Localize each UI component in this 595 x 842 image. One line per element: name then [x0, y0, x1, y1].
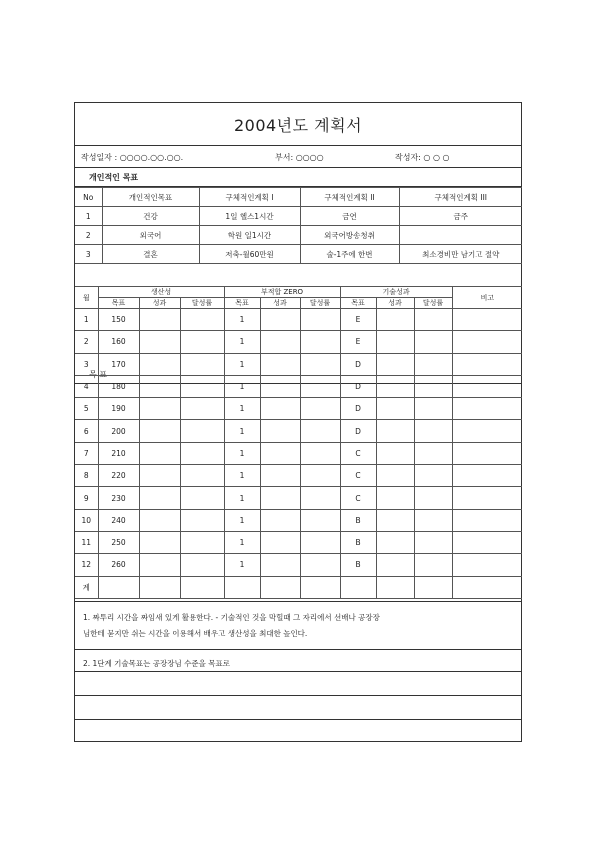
table-cell: 2	[75, 331, 98, 353]
table-cell: C	[340, 487, 376, 509]
table-cell: 11	[75, 531, 98, 553]
table-cell	[260, 531, 300, 553]
table-cell: 150	[98, 309, 139, 331]
table-cell	[260, 442, 300, 464]
personal-goal-cell: 학원 일1시간	[199, 226, 300, 245]
table-cell: B	[340, 509, 376, 531]
personal-goals-heading: 개인적인 목표	[75, 168, 521, 187]
table-cell: 250	[98, 531, 139, 553]
table-cell	[139, 576, 180, 598]
personal-goal-cell: 외국어	[102, 226, 199, 245]
table-cell: 200	[98, 420, 139, 442]
table-cell: 1	[224, 509, 260, 531]
table-cell: C	[340, 442, 376, 464]
table-row	[75, 531, 522, 553]
table-cell	[452, 331, 522, 353]
note-1	[75, 601, 521, 649]
table-cell: 1	[224, 420, 260, 442]
table-cell: 1	[224, 353, 260, 375]
table-cell	[414, 576, 452, 598]
table-header-row	[75, 287, 522, 298]
table-cell	[452, 375, 522, 397]
table-cell: 1	[224, 465, 260, 487]
personal-goal-row	[75, 207, 522, 226]
personal-header-cell: 구체적인계획 III	[399, 188, 522, 207]
table-cell	[300, 576, 340, 598]
table-cell	[139, 309, 180, 331]
table-cell: 1	[224, 531, 260, 553]
table-cell: 6	[75, 420, 98, 442]
table-row	[75, 309, 522, 331]
table-row	[75, 398, 522, 420]
table-cell: 1	[224, 442, 260, 464]
personal-goal-cell	[399, 226, 522, 245]
table-cell	[180, 309, 224, 331]
personal-goal-cell: 1일 헬스1시간	[199, 207, 300, 226]
table-cell: 1	[224, 375, 260, 397]
personal-goal-cell: 2	[75, 226, 102, 245]
table-row	[75, 442, 522, 464]
table-row	[75, 465, 522, 487]
sub-rate: 달성률	[414, 298, 452, 309]
table-cell	[376, 554, 414, 576]
table-cell	[139, 375, 180, 397]
table-cell: 1	[75, 309, 98, 331]
table-row	[75, 353, 522, 375]
table-cell	[452, 487, 522, 509]
table-cell	[260, 331, 300, 353]
table-cell	[376, 442, 414, 464]
table-cell	[452, 576, 522, 598]
table-cell	[376, 309, 414, 331]
sub-result: 성과	[376, 298, 414, 309]
table-cell: 210	[98, 442, 139, 464]
table-cell	[260, 465, 300, 487]
table-cell	[260, 309, 300, 331]
table-cell	[414, 353, 452, 375]
table-cell	[300, 442, 340, 464]
table-cell: E	[340, 309, 376, 331]
table-cell: 1	[224, 309, 260, 331]
personal-header-cell: 구체적인계획 I	[199, 188, 300, 207]
table-cell	[224, 576, 260, 598]
table-cell: 5	[75, 398, 98, 420]
table-cell	[414, 531, 452, 553]
table-cell	[180, 375, 224, 397]
table-cell: B	[340, 554, 376, 576]
table-cell	[414, 420, 452, 442]
author-date: 작성일자 : ○○○○.○○.○○.	[81, 153, 184, 162]
personal-goal-cell: 금주	[399, 207, 522, 226]
personal-goal-cell: 최소경비만 남기고 절약	[399, 245, 522, 264]
writer: 작성자: ○ ○ ○	[395, 153, 450, 162]
table-cell	[180, 420, 224, 442]
table-cell: 8	[75, 465, 98, 487]
blank-line	[75, 671, 521, 695]
table-cell	[180, 465, 224, 487]
table-cell: D	[340, 420, 376, 442]
personal-goals-table	[75, 187, 522, 264]
table-cell	[180, 576, 224, 598]
table-cell	[414, 509, 452, 531]
table-cell: 170	[98, 353, 139, 375]
page-title: 2004년도 계획서	[75, 103, 521, 146]
sub-goal: 목표	[98, 298, 139, 309]
table-cell: 230	[98, 487, 139, 509]
table-row	[75, 554, 522, 576]
personal-goal-row	[75, 245, 522, 264]
table-cell	[180, 442, 224, 464]
monthly-targets-table	[75, 286, 522, 599]
table-cell: 3	[75, 353, 98, 375]
table-cell	[376, 465, 414, 487]
table-cell	[139, 353, 180, 375]
table-cell	[300, 331, 340, 353]
table-cell	[180, 531, 224, 553]
blank-line	[75, 695, 521, 719]
table-cell	[376, 375, 414, 397]
targets-heading: 목 표	[75, 365, 521, 384]
table-cell: 4	[75, 375, 98, 397]
table-cell: 1	[224, 398, 260, 420]
table-cell: 10	[75, 509, 98, 531]
personal-goal-cell: 결혼	[102, 245, 199, 264]
table-cell	[376, 576, 414, 598]
table-cell: 160	[98, 331, 139, 353]
table-cell	[139, 398, 180, 420]
table-cell: C	[340, 465, 376, 487]
meta-row	[75, 146, 521, 168]
table-cell	[300, 375, 340, 397]
table-cell	[376, 509, 414, 531]
sub-rate: 달성률	[180, 298, 224, 309]
total-row	[75, 576, 522, 598]
table-cell	[376, 331, 414, 353]
production-header: 생산성	[98, 287, 224, 298]
table-cell	[300, 487, 340, 509]
table-cell: 1	[224, 331, 260, 353]
note-1-line-2: 님한테 묻지만 쉬는 시간을 이용해서 배우고 생산성을 최대한 높인다.	[83, 629, 308, 638]
table-cell	[414, 331, 452, 353]
table-cell	[180, 353, 224, 375]
total-label: 계	[75, 576, 98, 598]
table-cell: E	[340, 331, 376, 353]
table-cell	[300, 420, 340, 442]
table-cell	[452, 398, 522, 420]
table-cell	[414, 442, 452, 464]
table-cell	[139, 487, 180, 509]
table-cell: D	[340, 353, 376, 375]
sub-rate: 달성률	[300, 298, 340, 309]
table-row	[75, 375, 522, 397]
table-cell	[300, 398, 340, 420]
personal-goal-cell: 1	[75, 207, 102, 226]
skill-result-header: 기술성과	[340, 287, 452, 298]
table-row	[75, 509, 522, 531]
table-cell	[139, 509, 180, 531]
table-cell	[139, 465, 180, 487]
table-cell	[260, 554, 300, 576]
table-cell	[452, 442, 522, 464]
table-cell	[139, 420, 180, 442]
table-cell: 1	[224, 554, 260, 576]
table-cell	[260, 353, 300, 375]
note-2	[75, 649, 521, 671]
month-header: 월	[75, 287, 98, 309]
table-cell	[376, 353, 414, 375]
personal-header-cell: 구체적인계획 II	[300, 188, 399, 207]
table-cell: D	[340, 398, 376, 420]
sub-goal: 목표	[340, 298, 376, 309]
table-cell	[452, 509, 522, 531]
table-cell: 190	[98, 398, 139, 420]
table-cell	[180, 331, 224, 353]
table-cell: B	[340, 531, 376, 553]
personal-goal-cell: 3	[75, 245, 102, 264]
table-cell	[98, 576, 139, 598]
table-cell	[180, 487, 224, 509]
table-cell	[414, 554, 452, 576]
table-cell: 240	[98, 509, 139, 531]
table-cell	[139, 531, 180, 553]
table-cell	[452, 353, 522, 375]
personal-header-row	[75, 188, 522, 207]
table-cell	[300, 309, 340, 331]
defect-zero-header: 부적합 ZERO	[224, 287, 340, 298]
table-cell	[376, 487, 414, 509]
table-row	[75, 420, 522, 442]
table-cell	[414, 487, 452, 509]
table-cell	[260, 420, 300, 442]
department: 부서: ○○○○	[275, 153, 324, 162]
table-cell	[260, 487, 300, 509]
table-cell	[414, 309, 452, 331]
personal-goal-cell: 금연	[300, 207, 399, 226]
sub-result: 성과	[260, 298, 300, 309]
table-cell: 260	[98, 554, 139, 576]
table-cell	[300, 509, 340, 531]
table-cell	[376, 531, 414, 553]
table-cell	[139, 554, 180, 576]
table-row	[75, 331, 522, 353]
table-cell: 9	[75, 487, 98, 509]
table-cell	[180, 509, 224, 531]
personal-header-cell: 개인적인목표	[102, 188, 199, 207]
table-cell	[414, 398, 452, 420]
table-cell	[180, 554, 224, 576]
table-cell	[452, 531, 522, 553]
table-row	[75, 487, 522, 509]
table-cell	[139, 331, 180, 353]
table-cell	[139, 442, 180, 464]
table-cell	[300, 353, 340, 375]
table-cell	[260, 576, 300, 598]
note-1-line-1: 1. 짜투리 시간을 짜임새 있게 활용한다. - 기술적인 것을 막힐때 그 자리에서 선배나 공장장	[83, 613, 380, 622]
table-cell: 220	[98, 465, 139, 487]
table-cell: 1	[224, 487, 260, 509]
table-cell	[300, 554, 340, 576]
table-cell: 12	[75, 554, 98, 576]
personal-goal-cell: 술-1주에 한번	[300, 245, 399, 264]
personal-goal-row	[75, 226, 522, 245]
note-header: 비고	[452, 287, 522, 309]
table-cell: D	[340, 375, 376, 397]
note-2-text: 2. 1단계 기술목표는 공장장님 수준을 목표로	[83, 659, 231, 668]
table-cell	[452, 465, 522, 487]
sub-goal: 목표	[224, 298, 260, 309]
blank-line	[75, 719, 521, 743]
table-cell	[300, 531, 340, 553]
plan-document	[74, 102, 522, 742]
table-cell	[260, 398, 300, 420]
personal-header-cell: No	[75, 188, 102, 207]
table-cell	[376, 420, 414, 442]
sub-result: 성과	[139, 298, 180, 309]
table-cell	[180, 398, 224, 420]
table-cell	[260, 375, 300, 397]
personal-goal-cell: 외국어방송청취	[300, 226, 399, 245]
table-cell	[376, 398, 414, 420]
table-cell	[340, 576, 376, 598]
table-cell	[452, 420, 522, 442]
personal-goal-cell: 저축-월60만원	[199, 245, 300, 264]
table-cell: 180	[98, 375, 139, 397]
personal-goal-cell: 건강	[102, 207, 199, 226]
table-cell	[260, 509, 300, 531]
table-cell: 7	[75, 442, 98, 464]
table-cell	[414, 375, 452, 397]
table-cell	[300, 465, 340, 487]
table-cell	[414, 465, 452, 487]
table-cell	[452, 554, 522, 576]
table-cell	[452, 309, 522, 331]
